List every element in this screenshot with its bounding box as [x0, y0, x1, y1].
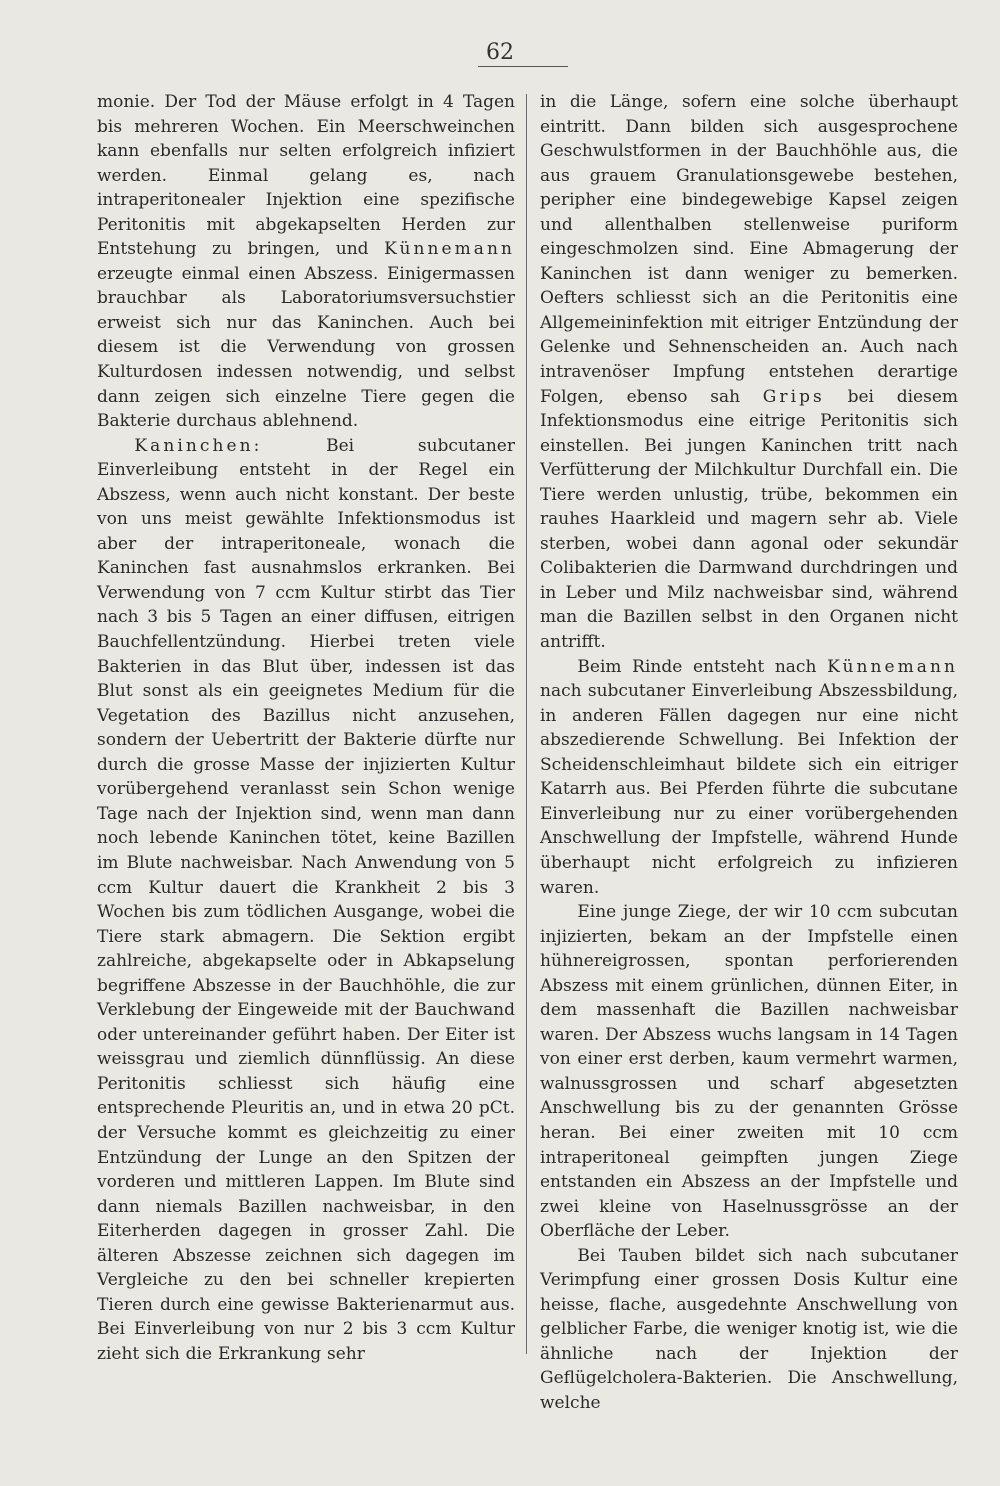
right-paragraph-1-end: bei diesem Infektionsmodus eine eitrige Peritonitis sich einstellen. Bei jungen Kaninchen tritt nach Verfütterung der Milchkultur Durchfall ein. Die Tiere werden unlustig, trübe, bekommen ein rauhes Haarkleid und magern sehr ab. Viele sterben, wobei dann agonal oder sekundär Colibakterien die Darmwand durchdringen und in Leber und Milz nachweisbar sind, während man die Bazillen selbst in den Organen nicht antrifft.: [540, 386, 958, 653]
left-column: [97, 90, 515, 1366]
right-paragraph-1-text: in die Länge, sofern eine solche überhaupt eintritt. Dann bilden sich ausgesprochene Geschwulstformen in der Bauchhöhle aus, die aus grauem Granulationsgewebe bestehen, peripher eine bindegewebige Kapsel zeigen und allenthalben stellenweise puriform eingeschmolzen sind. Eine Abmagerung der Kaninchen ist dann weniger zu bemerken. Oefters schliesst sich an die Peritonitis eine Allgemeininfektion mit eitriger Entzündung der Gelenke und Sehnenscheiden an. Auch nach intravenöser Impfung entstehen derartige Folgen, ebenso sah: [540, 92, 958, 407]
right-paragraph-2-text: nach subcutaner Einverleibung Abszessbildung, in anderen Fällen dagegen nur eine nicht abszedierende Schwellung. Bei Infektion der Scheidenschleimhaut bildete sich ein eitriger Katarrh aus. Bei Pferden führte die subcutane Einverleibung nur zu einer vorübergehenden Anschwellung der Impfstelle, während Hunde überhaupt nicht erfolgreich zu infizieren waren.: [540, 681, 958, 898]
right-paragraph-3: Eine junge Ziege, der wir 10 ccm subcutan injizierten, bekam an der Impfstelle einen hühnereigrossen, spontan perforierenden Abszess mit einem grünlichen, dünnen Eiter, in dem massenhaft die Bazillen nachweisbar waren. Der Abszess wuchs langsam in 14 Tagen von einer erst derben, kaum vermehrt warmen, walnussgrossen und scharf abgesetzten Anschwellung bis zu der genannten Grösse heran. Bei einer zweiten mit 10 ccm intraperitoneal geimpften jungen Ziege entstanden ein Abszess an der Impfstelle und zwei kleine von Haselnussgrösse an der Oberfläche der Leber.: [540, 902, 958, 1242]
page-number-rule: [478, 66, 568, 67]
right-paragraph-4: Bei Tauben bildet sich nach subcutaner Verimpfung einer grossen Dosis Kultur eine heisse, flache, ausgedehnte Anschwellung von gelblicher Farbe, die weniger knotig ist, wie die ähnliche nach der Injektion der Geflügelcholera-Bakterien. Die Anschwellung, welche: [540, 1245, 958, 1413]
left-paragraph-1: [97, 90, 515, 434]
page-number: 62: [486, 40, 514, 65]
left-paragraph-1-end: erzeugte einmal einen Abszess. Einigermassen brauchbar als Laboratoriumsversuchstier erweist sich nur das Kaninchen. Auch bei diesem ist die Verwendung von grossen Kulturdosen indessen notwendig, und selbst dann zeigen sich einzelne Tiere gegen die Bakterie durchaus ablehnend.: [97, 263, 515, 432]
left-paragraph-2-text: Bei subcutaner Einverleibung entsteht in der Regel ein Abszess, wenn auch nicht konstant. Der beste von uns meist gewählte Infektionsmodus ist aber der intraperitoneale, wonach die Kaninchen fast ausnahmslos erkranken. Bei Verwendung von 7 ccm Kultur stirbt das Tier nach 3 bis 5 Tagen an einer diffusen, eitrigen Bauchfellentzündung. Hierbei treten viele Bakterien in das Blut über, indessen ist das Blut sonst als ein geeignetes Medium für die Vegetation des Bazillus nicht anzusehen, sondern der Uebertritt der Bakterie dürfte nur durch die grosse Masse der injizierten Kultur vorübergehend veranlasst sein Schon wenige Tage nach der Injektion sind, wenn man dann noch lebende Kaninchen tötet, keine Bazillen im Blute nachweisbar. Nach Anwendung von 5 ccm Kultur dauert die Krankheit 2 bis 3 Wochen bis zum tödlichen Ausgange, wobei die Tiere stark abmagern. Die Sektion ergibt zahlreiche, abgekapselte oder in Abkapselung begriffene Abszesse in der Bauchhöhle, die zur Verklebung der Eingeweide mit der Bauchwand oder untereinander geführt haben. Der Eiter ist weissgrau und ziemlich dünnflüssig. An diese Peritonitis schliesst sich häufig eine entsprechende Pleuritis an, und in etwa 20 pCt. der Versuche kommt es gleichzeitig zu einer Entzündung der Lunge an den Spitzen der vorderen und mittleren Lappen. Im Blute sind dann niemals Bazillen nachweisbar, in den Eiterherden dagegen in grosser Zahl. Die älteren Abszesse zeichnen sich dagegen im Vergleiche zu den bei schneller krepierten Tieren durch eine gewisse Bakterienarmut aus. Bei Einverleibung von nur 2 bis 3 ccm Kultur zieht sich die Erkrankung sehr: [97, 435, 515, 1364]
right-paragraph-2-start: Beim Rinde entsteht nach: [577, 656, 817, 677]
right-column: [540, 90, 958, 1416]
section-heading-kaninchen: Kaninchen:: [134, 435, 263, 456]
left-paragraph-2: [97, 434, 515, 1367]
author-name-kuennemann: Künnemann: [384, 239, 516, 260]
right-paragraph-2: [540, 655, 958, 900]
left-paragraph-1-text: monie. Der Tod der Mäuse erfolgt in 4 Tagen bis mehreren Wochen. Ein Meerschweinchen kann ebenfalls nur selten erfolgreich infiziert werden. Einmal gelang es, nach intraperitonealer Injektion eine spezifische Peritonitis mit abgekapselten Herden zur Entstehung zu bringen, und: [97, 92, 515, 260]
column-divider: [526, 94, 527, 1354]
author-name-kuennemann-2: Künnemann: [827, 656, 959, 677]
author-name-grips: Grips: [762, 386, 825, 407]
right-paragraph-1: [540, 90, 958, 655]
